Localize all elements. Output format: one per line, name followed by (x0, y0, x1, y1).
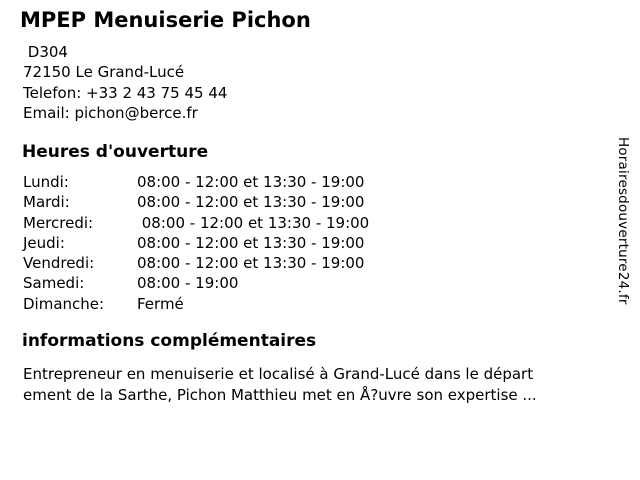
hours-row-saturday (23, 273, 369, 293)
hours-value: 08:00 - 12:00 et 13:30 - 19:00 (137, 213, 370, 232)
address-email: Email: pichon@berce.fr (23, 104, 198, 123)
additional-info-paragraph (23, 364, 537, 405)
hours-value: 08:00 - 12:00 et 13:30 - 19:00 (137, 254, 365, 273)
address-block (23, 42, 227, 124)
day-label: Dimanche: (23, 294, 105, 313)
info-line: Entrepreneur en menuiserie et localisé à Grand-Lucé dans le départ (23, 365, 534, 383)
hours-row-sunday (23, 294, 369, 314)
hours-row-wednesday (23, 213, 369, 233)
address-street: D304 (23, 43, 68, 61)
address-city: 72150 Le Grand-Lucé (23, 63, 185, 82)
day-label: Jeudi: (23, 233, 65, 252)
day-label: Mercredi: (23, 213, 94, 232)
day-label: Mardi: (23, 193, 70, 212)
day-label: Vendredi: (23, 254, 95, 273)
hours-row-monday (23, 172, 369, 192)
opening-hours-table (23, 172, 369, 314)
site-watermark-vertical: Horairesdouverture24.fr (615, 137, 631, 305)
hours-value: Fermé (137, 294, 184, 313)
info-line: ement de la Sarthe, Pichon Matthieu met en Å?uvre son expertise ... (23, 385, 537, 404)
hours-row-tuesday (23, 192, 369, 212)
additional-info-heading: informations complémentaires (22, 331, 317, 351)
hours-value: 08:00 - 12:00 et 13:30 - 19:00 (137, 173, 365, 191)
opening-hours-heading: Heures d'ouverture (22, 142, 209, 162)
hours-value: 08:00 - 12:00 et 13:30 - 19:00 (137, 233, 365, 252)
hours-row-thursday (23, 233, 369, 253)
hours-row-friday (23, 253, 369, 273)
day-label: Lundi: (23, 173, 69, 191)
address-phone: Telefon: +33 2 43 75 45 44 (23, 83, 228, 102)
hours-value: 08:00 - 12:00 et 13:30 - 19:00 (137, 193, 365, 212)
day-label: Samedi: (23, 274, 85, 293)
hours-value: 08:00 - 19:00 (137, 274, 239, 293)
page-title: MPEP Menuiserie Pichon (20, 8, 311, 32)
